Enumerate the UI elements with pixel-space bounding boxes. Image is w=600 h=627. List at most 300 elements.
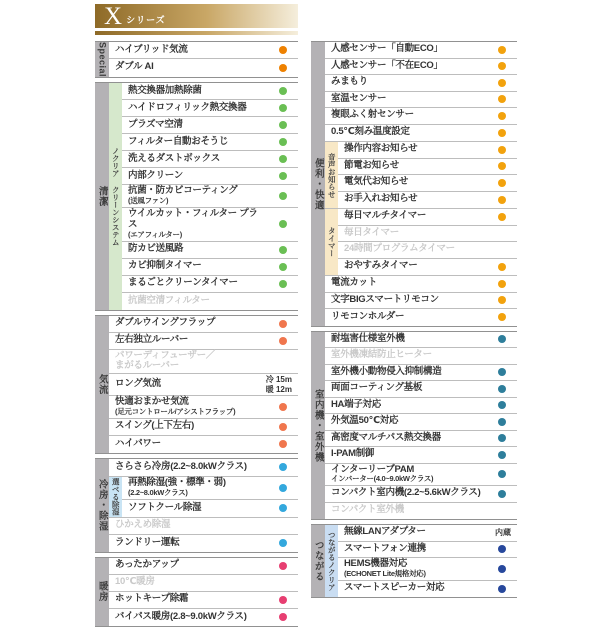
feature-label-line1: 室温センサー — [331, 92, 387, 104]
availability-mark — [485, 62, 515, 70]
category-band — [311, 42, 325, 326]
feature-label-line1: ハイパワー — [115, 437, 161, 449]
feature-tables — [95, 41, 520, 627]
availability-dot — [498, 280, 506, 288]
availability-mark — [485, 385, 515, 393]
category-band — [95, 459, 109, 552]
feature-label — [115, 335, 266, 346]
availability-dot — [279, 172, 287, 180]
availability-dot — [498, 129, 506, 137]
feature-label — [344, 194, 485, 205]
feature-label — [115, 351, 266, 373]
feature-label — [344, 583, 485, 594]
feature-label-line1: 内部クリーン — [128, 169, 184, 181]
feature-label — [331, 127, 485, 138]
feature-label-line1: おやすみタイマー — [344, 260, 418, 272]
feature-group — [325, 276, 517, 326]
feature-label — [115, 318, 266, 329]
feature-label — [128, 209, 266, 239]
availability-mark — [266, 596, 296, 604]
availability-dot — [498, 585, 506, 593]
feature-label-line2: まがるルーバー — [115, 360, 179, 372]
feature-label — [128, 171, 266, 182]
feature-label-line1: ダブルウイングフラップ — [115, 317, 216, 329]
group-rows — [109, 558, 298, 626]
feature-label-line1: コンパクト室内機(2.2~5.6kWクラス) — [331, 487, 481, 499]
feature-label — [344, 211, 485, 222]
availability-mark — [485, 565, 515, 573]
feature-label-line1: みまもり — [331, 76, 368, 88]
feature-label-line1: カビ抑制タイマー — [128, 260, 202, 272]
feature-label — [128, 244, 266, 255]
feature-label-line1: フィルター自動おそうじ — [128, 135, 229, 147]
feature-label-line1: 24時間プログラムタイマー — [344, 243, 455, 255]
feature-row — [122, 185, 298, 208]
group-rows — [109, 518, 298, 552]
feature-row — [122, 83, 298, 100]
feature-label-line1: 洗えるダストボックス — [128, 152, 220, 164]
feature-row — [109, 419, 298, 436]
availability-dot — [498, 213, 506, 221]
feature-label-line1: ホットキープ除霜 — [115, 593, 189, 605]
feature-label — [331, 94, 485, 105]
section-rows — [109, 459, 298, 552]
feature-label — [331, 110, 485, 121]
feature-label-line1: 操作内容お知らせ — [344, 143, 418, 155]
availability-mark — [485, 79, 515, 87]
category-band — [95, 316, 109, 453]
feature-label-line1: ハイブリッド気流 — [115, 43, 188, 55]
feature-label-line1: 0.5℃刻み温度設定 — [331, 126, 410, 138]
feature-label — [344, 161, 485, 172]
group-rows — [109, 316, 298, 453]
feature-group — [109, 316, 298, 453]
group-rows — [338, 142, 517, 208]
group-rows — [122, 477, 298, 517]
feature-label-line1: 室外機小動物侵入抑制構造 — [331, 365, 442, 377]
feature-label-line1: 人感センサー「不在ECO」 — [331, 59, 443, 71]
feature-label-line1: 両面コーティング基板 — [331, 382, 423, 394]
feature-label-line1: リモコンホルダー — [331, 310, 405, 322]
availability-dot — [279, 87, 287, 95]
feature-label-line1: スマートスピーカー対応 — [344, 582, 445, 594]
feature-row — [325, 125, 517, 142]
feature-label — [331, 383, 485, 394]
availability-text-line: 冷 15m — [265, 375, 292, 385]
feature-label — [331, 350, 485, 361]
availability-mark — [485, 46, 515, 54]
feature-label — [331, 465, 485, 485]
feature-group — [109, 518, 298, 552]
feature-label — [331, 312, 485, 323]
feature-group — [109, 459, 298, 477]
availability-mark — [485, 585, 515, 593]
feature-label — [115, 421, 266, 432]
availability-mark — [485, 313, 515, 321]
feature-group — [325, 142, 517, 209]
feature-label — [331, 334, 485, 345]
feature-label — [128, 478, 266, 498]
subcategory-band — [325, 525, 338, 597]
availability-dot — [498, 451, 506, 459]
feature-label — [115, 45, 266, 56]
feature-row — [109, 459, 298, 476]
series-header-band — [95, 4, 298, 28]
feature-section — [311, 331, 517, 521]
series-header-rule — [95, 31, 298, 35]
feature-row — [109, 609, 298, 626]
feature-label-line1: さらさら冷房(2.2~8.0kWクラス) — [115, 460, 247, 472]
group-rows — [109, 459, 298, 476]
availability-mark — [266, 613, 296, 621]
availability-mark — [266, 263, 296, 271]
feature-label-line2: (2.2~8.0kWクラス) — [128, 487, 188, 497]
feature-group — [325, 42, 517, 142]
feature-row — [325, 398, 517, 415]
feature-label — [115, 397, 266, 417]
subcategory-label: つながるノクリア — [327, 531, 337, 592]
group-rows — [325, 332, 517, 520]
feature-label — [128, 137, 266, 148]
feature-label-line1: インターリーブPAM — [331, 463, 415, 475]
feature-label — [344, 244, 485, 255]
availability-mark — [485, 335, 515, 343]
availability-mark — [266, 539, 296, 547]
feature-label-line1: 防カビ送風路 — [128, 243, 184, 255]
feature-row — [122, 151, 298, 168]
feature-group — [325, 332, 517, 520]
feature-label-line1: 耐塩害仕様室外機 — [331, 332, 405, 344]
feature-column-right — [311, 41, 517, 598]
availability-dot — [498, 263, 506, 271]
feature-row — [109, 558, 298, 575]
feature-section — [95, 41, 298, 78]
feature-label-line1: 快適おまかせ気流 — [115, 395, 189, 407]
availability-text-line: 内蔵 — [495, 528, 511, 538]
feature-row — [338, 226, 517, 243]
feature-label-line1: 無線LANアダプター — [344, 526, 426, 538]
availability-dot — [498, 162, 506, 170]
feature-row — [338, 558, 517, 581]
availability-mark — [266, 87, 296, 95]
feature-label — [128, 86, 266, 97]
availability-dot — [279, 463, 287, 471]
series-suffix-label: シリーズ — [126, 14, 166, 25]
availability-mark — [485, 418, 515, 426]
feature-label — [331, 278, 485, 289]
availability-mark — [266, 423, 296, 431]
feature-row — [122, 276, 298, 293]
feature-row — [122, 134, 298, 151]
availability-mark — [485, 162, 515, 170]
feature-label-line1: 複眼ふく射センサー — [331, 109, 414, 121]
feature-row — [109, 518, 298, 535]
feature-section — [95, 82, 298, 310]
feature-row — [338, 259, 517, 276]
category-label: 室内機・室外機 — [312, 388, 324, 463]
availability-dot — [498, 146, 506, 154]
availability-dot — [498, 418, 506, 426]
section-rows — [325, 332, 517, 520]
feature-label-line1: 抗菌空清フィルター — [128, 294, 210, 306]
feature-row — [325, 42, 517, 59]
feature-label — [128, 503, 266, 514]
availability-dot — [279, 403, 287, 411]
feature-label — [128, 154, 266, 165]
availability-mark — [485, 179, 515, 187]
availability-mark — [485, 368, 515, 376]
section-rows — [109, 316, 298, 453]
availability-mark — [485, 95, 515, 103]
feature-label-line1: 高密度マルチパス熱交換器 — [331, 431, 441, 443]
feature-label-line1: HA端子対応 — [331, 398, 381, 410]
section-rows — [325, 525, 517, 597]
availability-dot — [279, 484, 287, 492]
feature-row — [325, 276, 517, 293]
group-rows — [109, 42, 298, 76]
feature-label — [344, 559, 485, 579]
feature-label-line2: (ECHONET Lite規格対応) — [344, 568, 426, 578]
availability-mark — [266, 46, 296, 54]
availability-dot — [279, 440, 287, 448]
availability-dot — [498, 196, 506, 204]
feature-row — [122, 100, 298, 117]
feature-row — [122, 117, 298, 134]
feature-row — [109, 575, 298, 592]
feature-row — [109, 535, 298, 552]
feature-group — [325, 209, 517, 276]
feature-label-line1: 人感センサー「自動ECO」 — [331, 43, 443, 55]
availability-mark — [266, 484, 296, 492]
feature-label-line1: ロング気流 — [115, 378, 161, 390]
feature-row — [338, 209, 517, 226]
feature-row — [122, 293, 298, 310]
subcategory-label: 選べる除湿 — [111, 477, 121, 516]
availability-mark — [266, 64, 296, 72]
availability-mark — [485, 545, 515, 553]
availability-dot — [279, 220, 287, 228]
feature-label — [128, 296, 266, 307]
feature-row — [109, 316, 298, 333]
availability-dot — [498, 434, 506, 442]
feature-row — [325, 503, 517, 520]
feature-label — [331, 295, 485, 306]
feature-label-line2: インバーター(4.0~9.0kWクラス) — [331, 474, 434, 484]
group-rows — [338, 209, 517, 275]
category-label: 気流 — [96, 373, 108, 395]
category-band — [95, 42, 109, 77]
feature-label — [115, 612, 266, 623]
subcategory-band — [325, 209, 338, 275]
feature-label-line1: 左右独立ルーバー — [115, 334, 189, 346]
feature-row — [122, 477, 298, 500]
availability-dot — [279, 423, 287, 431]
availability-dot — [279, 320, 287, 328]
feature-label — [331, 367, 485, 378]
feature-row — [325, 108, 517, 125]
feature-row — [338, 192, 517, 209]
feature-row — [338, 175, 517, 192]
subcategory-label: タイマー — [327, 227, 337, 257]
feature-label — [344, 228, 485, 239]
feature-label-line2: (エアフィルター) — [128, 229, 182, 239]
availability-mark — [266, 375, 296, 393]
feature-row — [338, 159, 517, 176]
feature-label-line1: 電気代お知らせ — [344, 176, 409, 188]
availability-mark — [266, 246, 296, 254]
feature-section — [311, 524, 517, 598]
feature-label-line1: ハイドロフィリック熱交換器 — [128, 101, 247, 113]
feature-label — [331, 505, 485, 516]
feature-label — [128, 278, 266, 289]
availability-dot — [279, 263, 287, 271]
feature-row — [109, 350, 298, 375]
category-label: 冷房・除湿 — [96, 478, 108, 532]
feature-row — [325, 75, 517, 92]
feature-label-line2: (送風ファン) — [128, 196, 169, 206]
feature-group — [109, 42, 298, 76]
feature-row — [338, 242, 517, 259]
availability-text-line: 暖 12m — [265, 384, 292, 394]
feature-label-line1: ダブル AI — [115, 61, 154, 73]
availability-dot — [279, 613, 287, 621]
availability-dot — [279, 104, 287, 112]
availability-dot — [279, 246, 287, 254]
feature-column-left — [95, 41, 298, 627]
feature-label-line1: ソフトクール除湿 — [128, 501, 202, 513]
availability-mark — [266, 463, 296, 471]
category-band — [311, 332, 325, 520]
feature-label — [115, 62, 266, 73]
availability-dot — [279, 280, 287, 288]
feature-row — [325, 59, 517, 76]
feature-section — [95, 557, 298, 627]
feature-label-line1: ウイルカット・フィルター プラス — [128, 208, 258, 230]
feature-label — [115, 439, 266, 450]
availability-text — [266, 375, 292, 393]
feature-label — [331, 61, 485, 72]
availability-mark — [485, 490, 515, 498]
feature-row — [109, 592, 298, 609]
group-rows — [325, 42, 517, 141]
availability-mark — [266, 138, 296, 146]
availability-mark — [266, 192, 296, 200]
feature-section — [311, 41, 517, 327]
availability-mark — [266, 403, 296, 411]
availability-dot — [498, 112, 506, 120]
availability-dot — [498, 79, 506, 87]
category-label: Special — [97, 42, 108, 78]
availability-mark — [266, 121, 296, 129]
feature-row — [122, 242, 298, 259]
feature-row — [109, 59, 298, 76]
feature-row — [109, 374, 298, 395]
subcategory-band — [109, 477, 122, 517]
feature-label-line1: 室外機凍結防止ヒーター — [331, 349, 432, 361]
feature-row — [325, 348, 517, 365]
availability-dot — [498, 313, 506, 321]
availability-dot — [279, 504, 287, 512]
feature-label-line1: スイング(上下左右) — [115, 420, 194, 432]
feature-label — [331, 416, 485, 427]
availability-mark — [266, 440, 296, 448]
availability-mark — [266, 280, 296, 288]
feature-group — [109, 477, 298, 518]
feature-label — [115, 538, 266, 549]
feature-row — [325, 486, 517, 503]
availability-mark — [485, 470, 515, 478]
series-header — [95, 4, 298, 35]
feature-label-line1: 毎日タイマー — [344, 226, 400, 238]
feature-row — [338, 142, 517, 159]
feature-row — [109, 333, 298, 350]
section-rows — [109, 558, 298, 626]
availability-mark — [485, 196, 515, 204]
availability-mark — [266, 155, 296, 163]
availability-text — [495, 528, 511, 537]
availability-dot — [498, 335, 506, 343]
subcategory-label: 音声お知らせ — [327, 152, 337, 198]
availability-dot — [279, 46, 287, 54]
feature-label-line1: スマートフォン連携 — [344, 542, 426, 554]
availability-dot — [279, 64, 287, 72]
feature-label — [331, 400, 485, 411]
availability-mark — [266, 104, 296, 112]
availability-dot — [498, 565, 506, 573]
availability-mark — [485, 146, 515, 154]
availability-mark — [266, 504, 296, 512]
feature-label — [344, 177, 485, 188]
feature-label — [344, 527, 485, 538]
availability-mark — [485, 129, 515, 137]
availability-mark — [485, 528, 515, 537]
feature-label — [331, 449, 485, 460]
availability-dot — [279, 562, 287, 570]
availability-dot — [279, 596, 287, 604]
feature-row — [338, 525, 517, 542]
feature-label — [344, 261, 485, 272]
feature-label-line1: 10℃暖房 — [115, 576, 155, 588]
feature-label-line1: ランドリー運転 — [115, 536, 180, 548]
group-rows — [338, 525, 517, 597]
subcategory-band — [109, 83, 122, 309]
feature-row — [325, 332, 517, 349]
availability-dot — [279, 539, 287, 547]
feature-label — [115, 560, 266, 571]
feature-label — [344, 544, 485, 555]
feature-row — [325, 381, 517, 398]
availability-mark — [485, 451, 515, 459]
availability-dot — [498, 545, 506, 553]
category-label: 暖房 — [96, 581, 108, 603]
availability-mark — [266, 562, 296, 570]
feature-label — [115, 520, 266, 531]
feature-row — [325, 414, 517, 431]
feature-row — [109, 42, 298, 59]
feature-label-line1: ひかえめ除湿 — [115, 519, 171, 531]
feature-label-line1: お手入れお知らせ — [344, 193, 418, 205]
feature-label — [128, 103, 266, 114]
availability-dot — [498, 470, 506, 478]
availability-mark — [266, 337, 296, 345]
feature-label-line1: 抗菌・防カビコーティング — [128, 185, 238, 197]
feature-label-line1: 毎日マルチタイマー — [344, 210, 427, 222]
feature-row — [325, 447, 517, 464]
feature-label-line1: I-PAM制御 — [331, 448, 375, 460]
availability-dot — [279, 138, 287, 146]
feature-row — [325, 464, 517, 487]
feature-group — [109, 83, 298, 309]
